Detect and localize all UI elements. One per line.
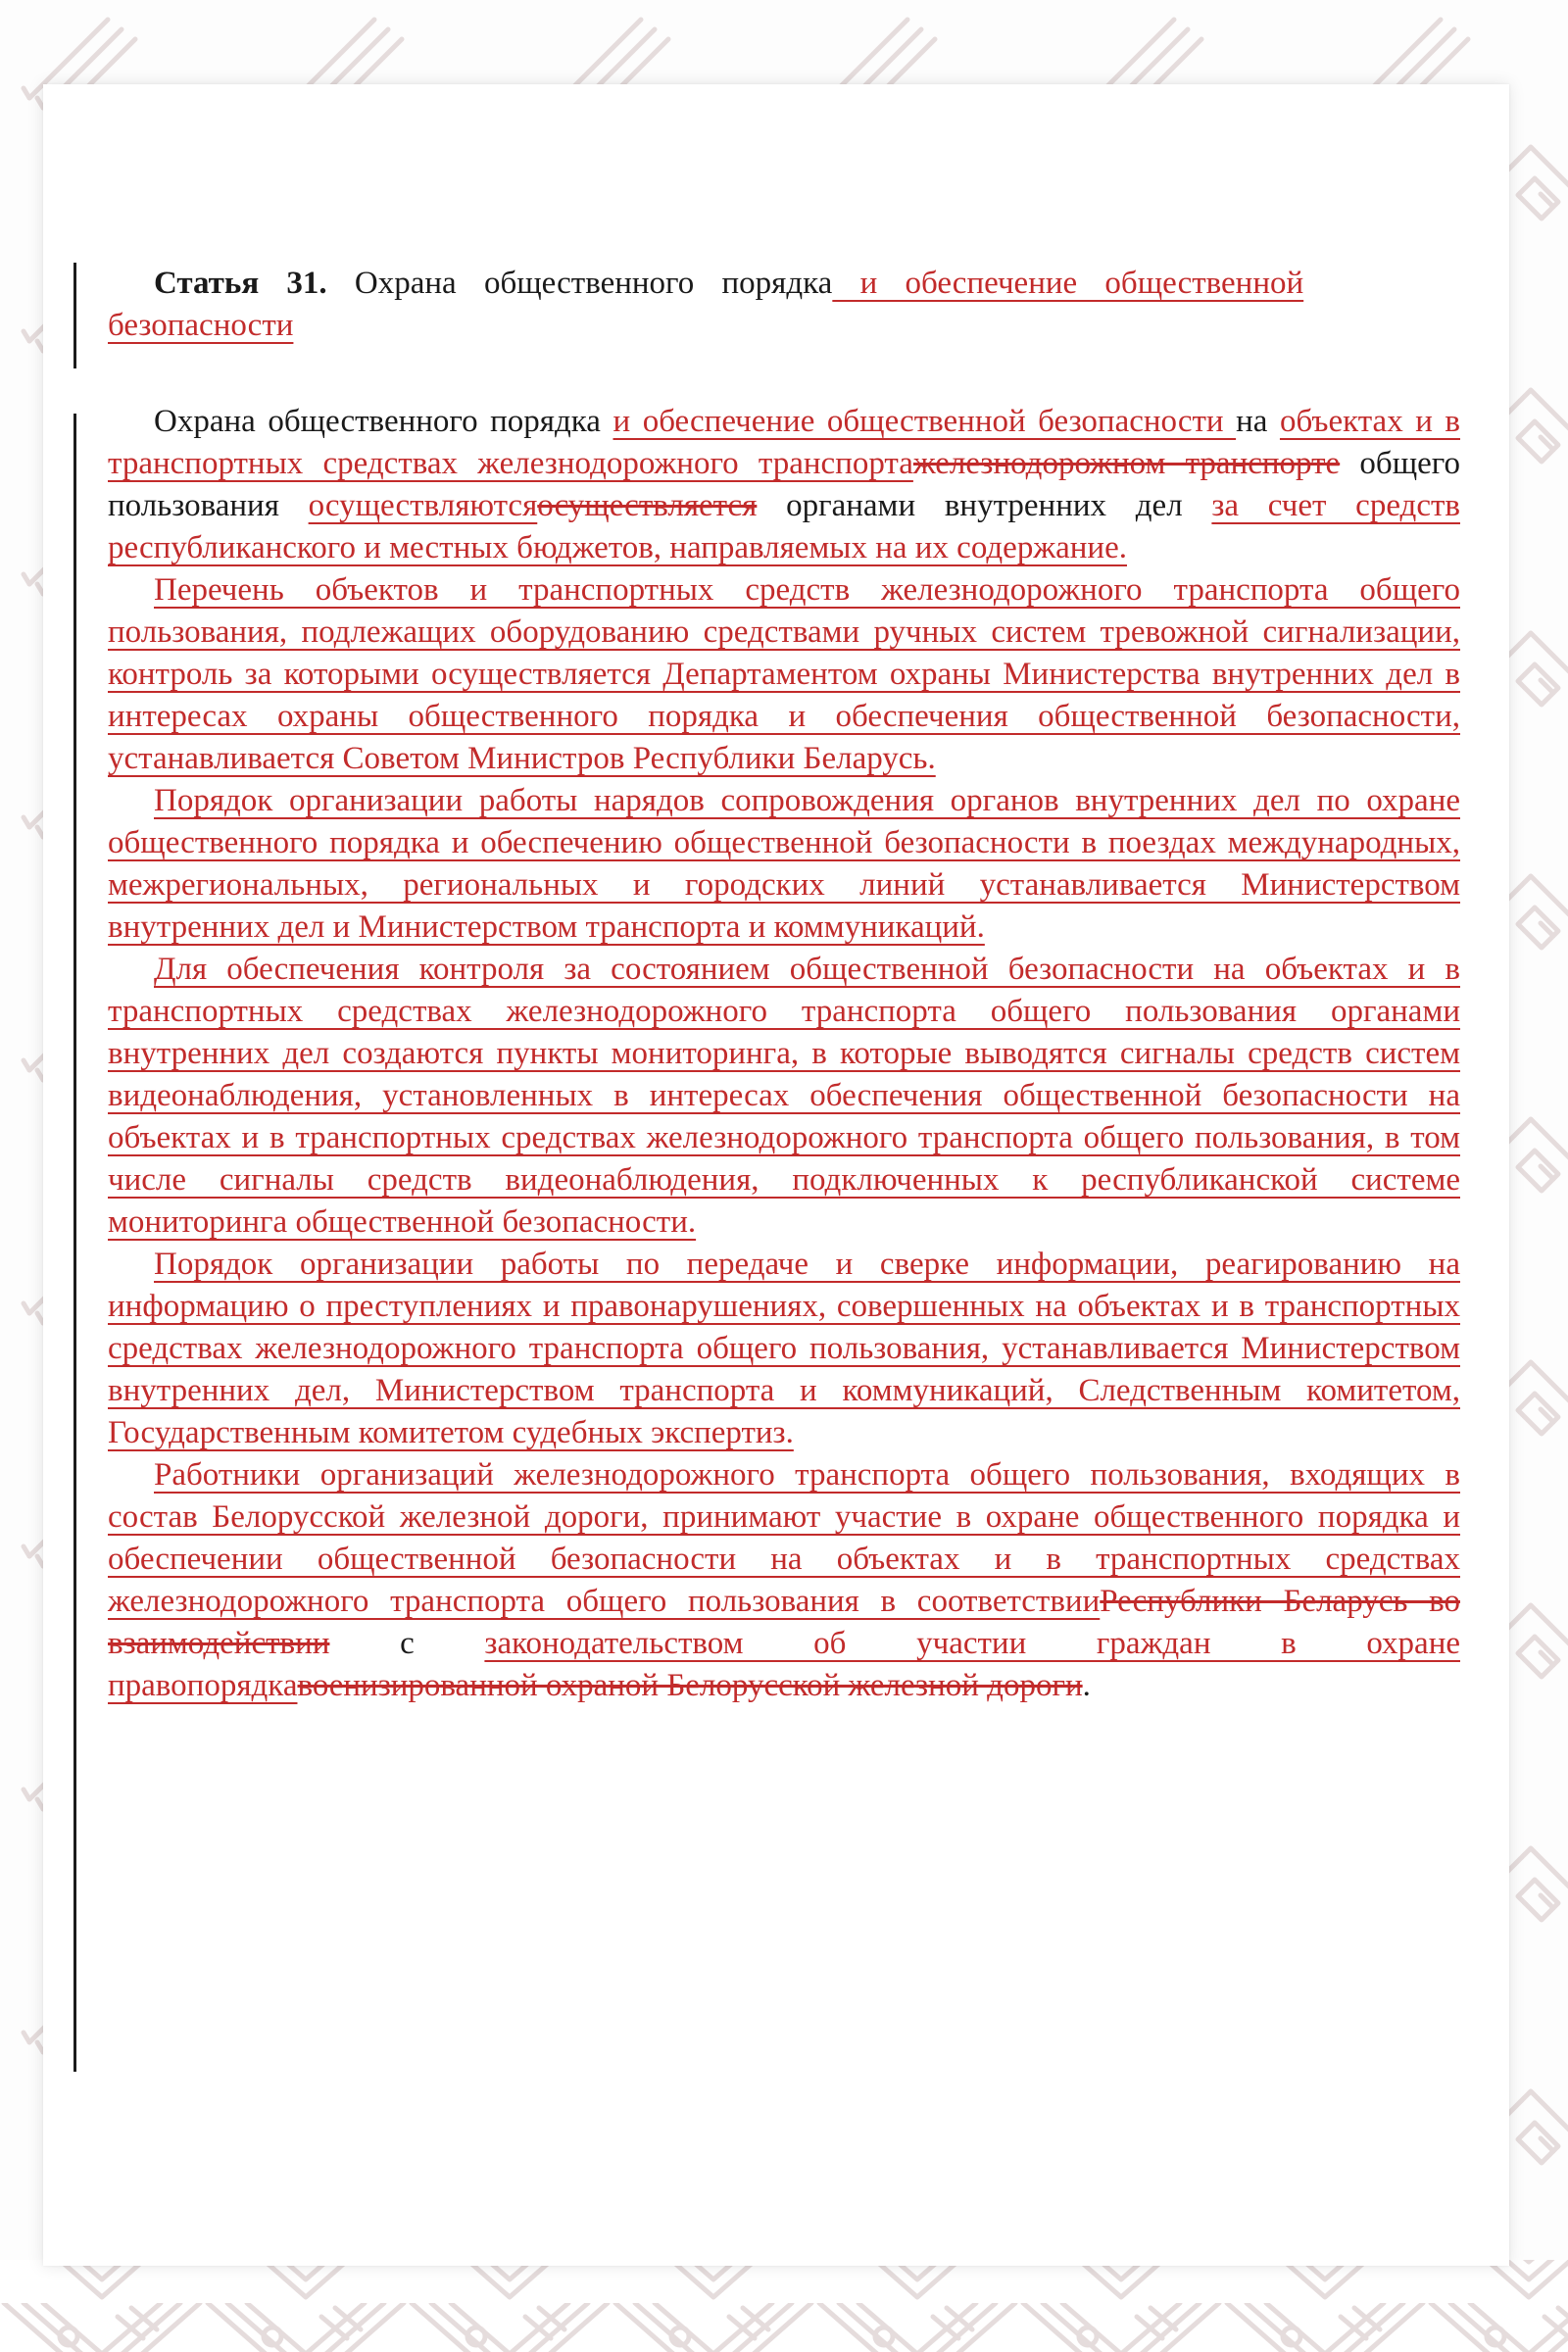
text-run-ins: и обеспечение общественной: [832, 266, 1304, 301]
text-run-ins: Порядок организации работы по передаче и сверке информации, реагированию на информацию о преступлениях и правонарушениях, совершенных на объектах и в транспортных средствах железнодорожного транспорта общего пользования, устанавливается Министерством внутренних дел, Министерством транспорта и коммуникаций, Следственным комитетом, Государственным комитетом судебных экспертиз.: [108, 1247, 1460, 1450]
paragraph: [108, 780, 1460, 949]
text-run-ins: Для обеспечения контроля за состоянием общественной безопасности на объектах и в транспортных средствах железнодорожного транспорта общего пользования органами внутренних дел создаются пункты мониторинга, в которые выводятся сигналы средств систем видеонаблюдения, установленных в интересах обеспечения общественной безопасности на объектах и в транспортных средствах железнодорожного транспорта общего пользования, в том числе сигналы средств видеонаблюдения, подключенных к республиканской системе мониторинга общественной безопасности.: [108, 952, 1460, 1240]
text-run-black: Охрана общественного порядка: [154, 404, 613, 439]
document-page: [43, 84, 1509, 2266]
text-run-black: общего пользования: [108, 446, 1460, 523]
text-run-ins: Перечень объектов и транспортных средств железнодорожного транспорта общего пользования, подлежащих оборудованию средствами ручных систем тревожной сигнализации, контроль за которыми осуществляется Департаментом охраны Министерства внутренних дел в интересах охраны общественного порядка и обеспечения общественной безопасности, устанавливается Советом Министров Республики Беларусь.: [108, 572, 1460, 776]
text-run-del: железнодорожном транспорте: [912, 446, 1341, 481]
text-run-ins: осуществляются: [308, 488, 538, 523]
text-run-black: органами внутренних дел: [757, 488, 1212, 523]
text-run-black: .: [1082, 1668, 1091, 1703]
paragraph: [108, 1454, 1460, 1707]
text-run-ins: безопасности: [108, 308, 294, 343]
text-run-ins: Порядок организации работы нарядов сопровождения органов внутренних дел по охране общественного порядка и обеспечению общественной безопасности в поездах международных, межрегиональных, региональных и городских линий устанавливается Министерством внутренних дел и Министерством транспорта и коммуникаций.: [108, 783, 1460, 945]
text-run-ins: Работники организаций железнодорожного транспорта общего пользования, входящих в состав Белорусской железной дороги, принимают участие в охране общественного порядка и обеспечении общественной безопасности на объектах и в транспортных средствах железнодорожного транспорта общего пользования в соответствии: [108, 1457, 1460, 1619]
article-title: [108, 263, 1460, 347]
text-run-del: военизированной охраной Белорусской железной дороги: [297, 1668, 1083, 1703]
text-run-black: на: [1236, 404, 1280, 439]
text-run-del: осуществляется: [537, 488, 758, 523]
paragraphs: [108, 401, 1460, 1707]
text-run-ins: объектах и в транспортных средствах железнодорожного транспорта: [108, 404, 1460, 481]
text-run-ins: за счет средств республиканского и местных бюджетов, направляемых на их содержание.: [108, 488, 1460, 565]
bottom-band-pattern: [0, 2260, 1568, 2352]
text-run-ins: законодательством об участии граждан в охране правопорядка: [108, 1626, 1460, 1703]
text-run-black: Охрана общественного порядка: [354, 266, 833, 301]
paragraph: [108, 569, 1460, 780]
text-run-black: с: [329, 1626, 485, 1661]
paragraph: [108, 949, 1460, 1244]
text-run-del: Республики Беларусь во взаимодействии: [108, 1584, 1460, 1661]
paragraph: [108, 1244, 1460, 1454]
paragraph: [108, 401, 1460, 569]
document-content: [43, 84, 1509, 1707]
text-run-ins: и обеспечение общественной безопасности: [612, 404, 1237, 439]
text-run-bold: Статья 31.: [154, 266, 355, 301]
